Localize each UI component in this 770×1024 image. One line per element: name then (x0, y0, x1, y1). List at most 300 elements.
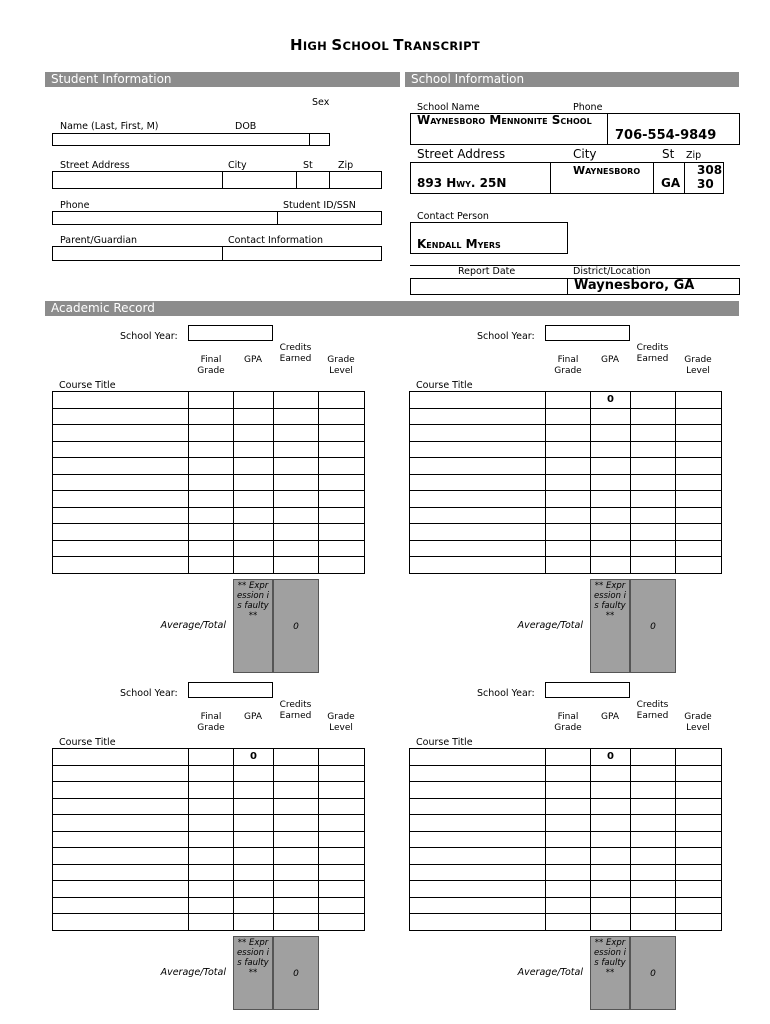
table-cell[interactable] (189, 881, 234, 898)
expression-error: ** Expression is faulty ** (593, 581, 627, 621)
table-cell[interactable] (410, 914, 546, 931)
table-cell[interactable] (234, 798, 274, 815)
table-cell[interactable] (676, 458, 722, 475)
table-cell[interactable] (410, 749, 546, 766)
table-cell[interactable] (53, 798, 189, 815)
table-cell[interactable] (53, 815, 189, 832)
credits-total-cell (630, 579, 676, 673)
table-cell[interactable] (676, 815, 722, 832)
city-label: City (228, 160, 247, 171)
zip-field[interactable] (329, 171, 382, 189)
table-cell[interactable] (546, 831, 591, 848)
table-cell[interactable] (234, 557, 274, 574)
table-cell[interactable] (189, 540, 234, 557)
table-cell[interactable] (410, 798, 546, 815)
table-cell[interactable] (189, 491, 234, 508)
contact-info-field[interactable] (222, 246, 382, 261)
table-row (53, 474, 365, 491)
table-cell[interactable] (274, 749, 319, 766)
final-grade-header: Final Grade (554, 355, 582, 376)
final-grade-header: Final Grade (197, 355, 225, 376)
district-value: Waynesboro, GA (574, 278, 695, 293)
table-cell[interactable] (274, 914, 319, 931)
gpa-average-cell (590, 579, 630, 673)
course-table (52, 748, 365, 931)
table-cell[interactable] (631, 425, 676, 442)
table-cell[interactable] (319, 848, 365, 865)
table-cell[interactable] (53, 749, 189, 766)
table-cell[interactable] (631, 881, 676, 898)
table-cell[interactable] (319, 474, 365, 491)
contact-person-label: Contact Person (417, 211, 489, 222)
ssn-label: Student ID/SSN (283, 200, 356, 211)
table-row (53, 425, 365, 442)
gpa-header: GPA (601, 355, 619, 365)
school-state-value: GA (661, 176, 681, 190)
table-cell[interactable] (234, 408, 274, 425)
school-year-field[interactable] (188, 682, 273, 698)
table-cell[interactable] (53, 557, 189, 574)
table-cell[interactable] (546, 458, 591, 475)
street-field[interactable] (52, 171, 223, 189)
table-cell[interactable] (234, 392, 274, 409)
table-cell[interactable] (189, 831, 234, 848)
school-street-label: Street Address (417, 147, 506, 161)
grade-level-header: Grade Level (327, 712, 355, 733)
credits-total-value: 0 (293, 969, 299, 979)
table-cell[interactable] (546, 881, 591, 898)
table-cell[interactable] (53, 864, 189, 881)
course-table (52, 391, 365, 574)
table-cell[interactable] (676, 392, 722, 409)
course-title-header: Course Title (59, 380, 116, 391)
table-cell[interactable] (410, 864, 546, 881)
table-row (53, 392, 365, 409)
table-cell[interactable] (631, 749, 676, 766)
table-cell[interactable] (274, 897, 319, 914)
gpa-average-cell (233, 579, 273, 673)
table-cell[interactable] (410, 831, 546, 848)
table-cell[interactable] (274, 458, 319, 475)
name-field[interactable] (52, 133, 310, 146)
page-title: HIGH SCHOOL TRANSCRIPT (289, 36, 481, 54)
table-cell[interactable] (234, 831, 274, 848)
table-row (410, 848, 722, 865)
table-cell[interactable] (631, 507, 676, 524)
table-row (410, 441, 722, 458)
credits-earned-header: Credits Earned (279, 343, 312, 364)
student-info-header: Student Information (45, 72, 400, 87)
table-cell[interactable] (189, 765, 234, 782)
average-total-label: Average/Total (160, 967, 226, 978)
table-cell[interactable] (319, 507, 365, 524)
table-cell[interactable] (274, 815, 319, 832)
table-cell[interactable] (189, 848, 234, 865)
table-cell[interactable] (234, 524, 274, 541)
table-cell[interactable] (676, 914, 722, 931)
table-cell[interactable] (53, 491, 189, 508)
table-cell[interactable] (53, 540, 189, 557)
table-cell[interactable] (53, 474, 189, 491)
table-cell[interactable] (410, 524, 546, 541)
table-cell[interactable] (631, 524, 676, 541)
table-row (53, 441, 365, 458)
table-cell[interactable] (274, 474, 319, 491)
table-cell[interactable] (676, 881, 722, 898)
state-label: St (303, 160, 313, 171)
table-row (53, 782, 365, 799)
table-cell[interactable] (676, 524, 722, 541)
table-cell[interactable] (676, 441, 722, 458)
table-cell[interactable] (546, 507, 591, 524)
table-cell[interactable] (274, 881, 319, 898)
school-year-field[interactable] (545, 325, 630, 341)
table-cell[interactable] (591, 897, 631, 914)
table-cell[interactable] (319, 540, 365, 557)
table-cell[interactable] (274, 524, 319, 541)
table-cell[interactable] (189, 897, 234, 914)
table-cell[interactable] (274, 557, 319, 574)
table-cell[interactable] (631, 897, 676, 914)
table-row (410, 864, 722, 881)
average-total-label: Average/Total (517, 967, 583, 978)
table-cell[interactable] (631, 831, 676, 848)
table-cell[interactable] (591, 491, 631, 508)
table-cell[interactable] (410, 507, 546, 524)
table-cell[interactable] (591, 408, 631, 425)
table-cell[interactable] (410, 848, 546, 865)
table-row (53, 881, 365, 898)
table-cell[interactable] (631, 540, 676, 557)
table-cell[interactable] (189, 798, 234, 815)
table-cell[interactable] (53, 392, 189, 409)
table-cell[interactable] (546, 749, 591, 766)
table-cell[interactable] (546, 392, 591, 409)
table-cell[interactable] (591, 765, 631, 782)
school-city-value: Waynesboro (573, 164, 641, 177)
table-cell[interactable] (410, 425, 546, 442)
table-cell[interactable] (591, 864, 631, 881)
table-cell[interactable] (631, 798, 676, 815)
table-cell[interactable] (591, 425, 631, 442)
table-cell[interactable] (319, 864, 365, 881)
table-cell[interactable] (410, 765, 546, 782)
table-cell[interactable] (274, 425, 319, 442)
table-cell[interactable] (410, 782, 546, 799)
table-cell[interactable] (53, 458, 189, 475)
table-cell[interactable] (319, 749, 365, 766)
table-cell[interactable] (631, 782, 676, 799)
table-cell[interactable] (53, 425, 189, 442)
table-cell[interactable] (319, 831, 365, 848)
table-cell[interactable] (234, 864, 274, 881)
table-row (410, 914, 722, 931)
table-cell[interactable] (234, 540, 274, 557)
table-row (410, 749, 722, 766)
table-cell[interactable] (410, 392, 546, 409)
table-cell[interactable] (591, 392, 631, 409)
table-cell[interactable] (189, 408, 234, 425)
table-row (53, 798, 365, 815)
table-cell[interactable] (410, 897, 546, 914)
table-cell[interactable] (676, 897, 722, 914)
gpa-header: GPA (244, 712, 262, 722)
academic-record-header: Academic Record (45, 301, 739, 316)
table-cell[interactable] (234, 458, 274, 475)
table-cell[interactable] (189, 864, 234, 881)
table-cell[interactable] (676, 831, 722, 848)
table-cell[interactable] (546, 798, 591, 815)
table-cell[interactable] (53, 441, 189, 458)
table-cell[interactable] (676, 408, 722, 425)
table-cell[interactable] (274, 507, 319, 524)
table-cell[interactable] (274, 491, 319, 508)
table-cell[interactable] (319, 782, 365, 799)
table-cell[interactable] (319, 798, 365, 815)
table-cell[interactable] (274, 864, 319, 881)
table-cell[interactable] (234, 474, 274, 491)
table-cell[interactable] (546, 864, 591, 881)
phone-field[interactable] (52, 211, 278, 225)
table-cell[interactable] (53, 914, 189, 931)
table-cell[interactable] (546, 897, 591, 914)
table-cell[interactable] (53, 507, 189, 524)
school-info-header: School Information (405, 72, 739, 87)
table-row (53, 848, 365, 865)
table-cell[interactable] (319, 557, 365, 574)
table-cell[interactable] (189, 749, 234, 766)
table-cell[interactable] (234, 897, 274, 914)
school-name-label: School Name (417, 102, 480, 113)
table-cell[interactable] (591, 914, 631, 931)
table-cell[interactable] (591, 815, 631, 832)
table-cell[interactable] (274, 831, 319, 848)
gpa-value: 0 (250, 751, 257, 763)
table-cell[interactable] (319, 441, 365, 458)
contact-label: Contact Information (228, 235, 323, 246)
table-cell[interactable] (631, 765, 676, 782)
table-cell[interactable] (631, 914, 676, 931)
table-cell[interactable] (53, 765, 189, 782)
school-year-field[interactable] (188, 325, 273, 341)
table-cell[interactable] (319, 425, 365, 442)
sex-field[interactable] (309, 133, 330, 146)
table-cell[interactable] (234, 507, 274, 524)
table-cell[interactable] (631, 848, 676, 865)
table-row (410, 765, 722, 782)
table-cell[interactable] (591, 557, 631, 574)
name-label: Name (Last, First, M) (60, 121, 159, 132)
credits-earned-header: Credits Earned (636, 700, 669, 721)
table-cell[interactable] (410, 881, 546, 898)
table-cell[interactable] (676, 507, 722, 524)
table-cell[interactable] (546, 491, 591, 508)
table-cell[interactable] (319, 815, 365, 832)
table-cell[interactable] (189, 392, 234, 409)
report-date-field[interactable] (410, 278, 568, 295)
table-cell[interactable] (53, 782, 189, 799)
table-cell[interactable] (319, 897, 365, 914)
table-cell[interactable] (546, 540, 591, 557)
table-cell[interactable] (676, 749, 722, 766)
table-row (410, 474, 722, 491)
table-cell[interactable] (676, 765, 722, 782)
table-cell[interactable] (676, 864, 722, 881)
average-total-label: Average/Total (160, 620, 226, 631)
table-cell[interactable] (53, 524, 189, 541)
table-cell[interactable] (189, 914, 234, 931)
school-city-label: City (573, 147, 597, 161)
table-row (410, 392, 722, 409)
table-cell[interactable] (189, 524, 234, 541)
table-cell[interactable] (234, 914, 274, 931)
table-cell[interactable] (189, 507, 234, 524)
table-cell[interactable] (676, 848, 722, 865)
table-cell[interactable] (591, 749, 631, 766)
table-cell[interactable] (676, 491, 722, 508)
table-cell[interactable] (319, 408, 365, 425)
table-row (410, 524, 722, 541)
school-phone-value: 706-554-9849 (615, 128, 717, 143)
expression-error: ** Expression is faulty ** (593, 938, 627, 978)
table-cell[interactable] (546, 441, 591, 458)
table-cell[interactable] (274, 848, 319, 865)
final-grade-header: Final Grade (554, 712, 582, 733)
table-cell[interactable] (631, 474, 676, 491)
table-row (410, 540, 722, 557)
table-cell[interactable] (546, 848, 591, 865)
table-cell[interactable] (410, 557, 546, 574)
table-cell[interactable] (591, 524, 631, 541)
table-cell[interactable] (319, 765, 365, 782)
table-cell[interactable] (319, 491, 365, 508)
table-cell[interactable] (676, 425, 722, 442)
table-cell[interactable] (631, 864, 676, 881)
table-cell[interactable] (319, 524, 365, 541)
table-cell[interactable] (591, 831, 631, 848)
school-year-field[interactable] (545, 682, 630, 698)
table-cell[interactable] (631, 557, 676, 574)
table-cell[interactable] (546, 408, 591, 425)
table-cell[interactable] (274, 782, 319, 799)
table-cell[interactable] (234, 425, 274, 442)
course-table (409, 748, 722, 931)
table-cell[interactable] (676, 798, 722, 815)
table-cell[interactable] (234, 881, 274, 898)
table-cell[interactable] (410, 540, 546, 557)
table-cell[interactable] (274, 408, 319, 425)
table-cell[interactable] (676, 474, 722, 491)
table-cell[interactable] (319, 914, 365, 931)
table-cell[interactable] (53, 881, 189, 898)
table-cell[interactable] (676, 782, 722, 799)
state-field[interactable] (296, 171, 330, 189)
table-cell[interactable] (234, 782, 274, 799)
credits-total-value: 0 (650, 622, 656, 632)
table-cell[interactable] (591, 848, 631, 865)
table-cell[interactable] (274, 765, 319, 782)
table-cell[interactable] (546, 524, 591, 541)
table-cell[interactable] (676, 557, 722, 574)
table-cell[interactable] (274, 798, 319, 815)
table-cell[interactable] (631, 815, 676, 832)
table-row (53, 507, 365, 524)
table-cell[interactable] (234, 491, 274, 508)
table-cell[interactable] (53, 831, 189, 848)
table-cell[interactable] (189, 782, 234, 799)
table-cell[interactable] (319, 392, 365, 409)
table-cell[interactable] (591, 507, 631, 524)
table-cell[interactable] (631, 408, 676, 425)
table-cell[interactable] (631, 392, 676, 409)
table-cell[interactable] (591, 798, 631, 815)
table-cell[interactable] (591, 881, 631, 898)
table-cell[interactable] (410, 491, 546, 508)
parent-field[interactable] (52, 246, 223, 261)
table-cell[interactable] (631, 491, 676, 508)
table-cell[interactable] (591, 540, 631, 557)
table-cell[interactable] (546, 474, 591, 491)
table-cell[interactable] (189, 474, 234, 491)
table-cell[interactable] (631, 458, 676, 475)
credits-total-value: 0 (650, 969, 656, 979)
table-row (53, 524, 365, 541)
table-cell[interactable] (234, 815, 274, 832)
table-cell[interactable] (546, 914, 591, 931)
table-cell[interactable] (591, 441, 631, 458)
table-cell[interactable] (53, 408, 189, 425)
city-field[interactable] (222, 171, 297, 189)
ssn-field[interactable] (277, 211, 382, 225)
table-row (53, 815, 365, 832)
table-cell[interactable] (319, 881, 365, 898)
table-cell[interactable] (546, 815, 591, 832)
table-cell[interactable] (410, 815, 546, 832)
table-cell[interactable] (676, 540, 722, 557)
table-cell[interactable] (591, 458, 631, 475)
table-cell[interactable] (591, 782, 631, 799)
table-cell[interactable] (410, 408, 546, 425)
table-cell[interactable] (189, 557, 234, 574)
table-cell[interactable] (189, 815, 234, 832)
table-cell[interactable] (410, 441, 546, 458)
table-cell[interactable] (410, 458, 546, 475)
table-cell[interactable] (274, 540, 319, 557)
table-cell[interactable] (631, 441, 676, 458)
table-cell[interactable] (189, 458, 234, 475)
table-cell[interactable] (234, 848, 274, 865)
table-cell[interactable] (546, 765, 591, 782)
table-row (53, 914, 365, 931)
table-cell[interactable] (234, 441, 274, 458)
table-cell[interactable] (546, 425, 591, 442)
table-cell[interactable] (591, 474, 631, 491)
table-cell[interactable] (234, 765, 274, 782)
table-cell[interactable] (234, 749, 274, 766)
gpa-average-cell (233, 936, 273, 1010)
table-cell[interactable] (410, 474, 546, 491)
table-cell[interactable] (53, 897, 189, 914)
table-cell[interactable] (546, 782, 591, 799)
table-cell[interactable] (274, 441, 319, 458)
table-cell[interactable] (274, 392, 319, 409)
table-cell[interactable] (189, 441, 234, 458)
parent-label: Parent/Guardian (60, 235, 138, 246)
table-cell[interactable] (319, 458, 365, 475)
table-cell[interactable] (546, 557, 591, 574)
table-cell[interactable] (189, 425, 234, 442)
table-cell[interactable] (53, 848, 189, 865)
